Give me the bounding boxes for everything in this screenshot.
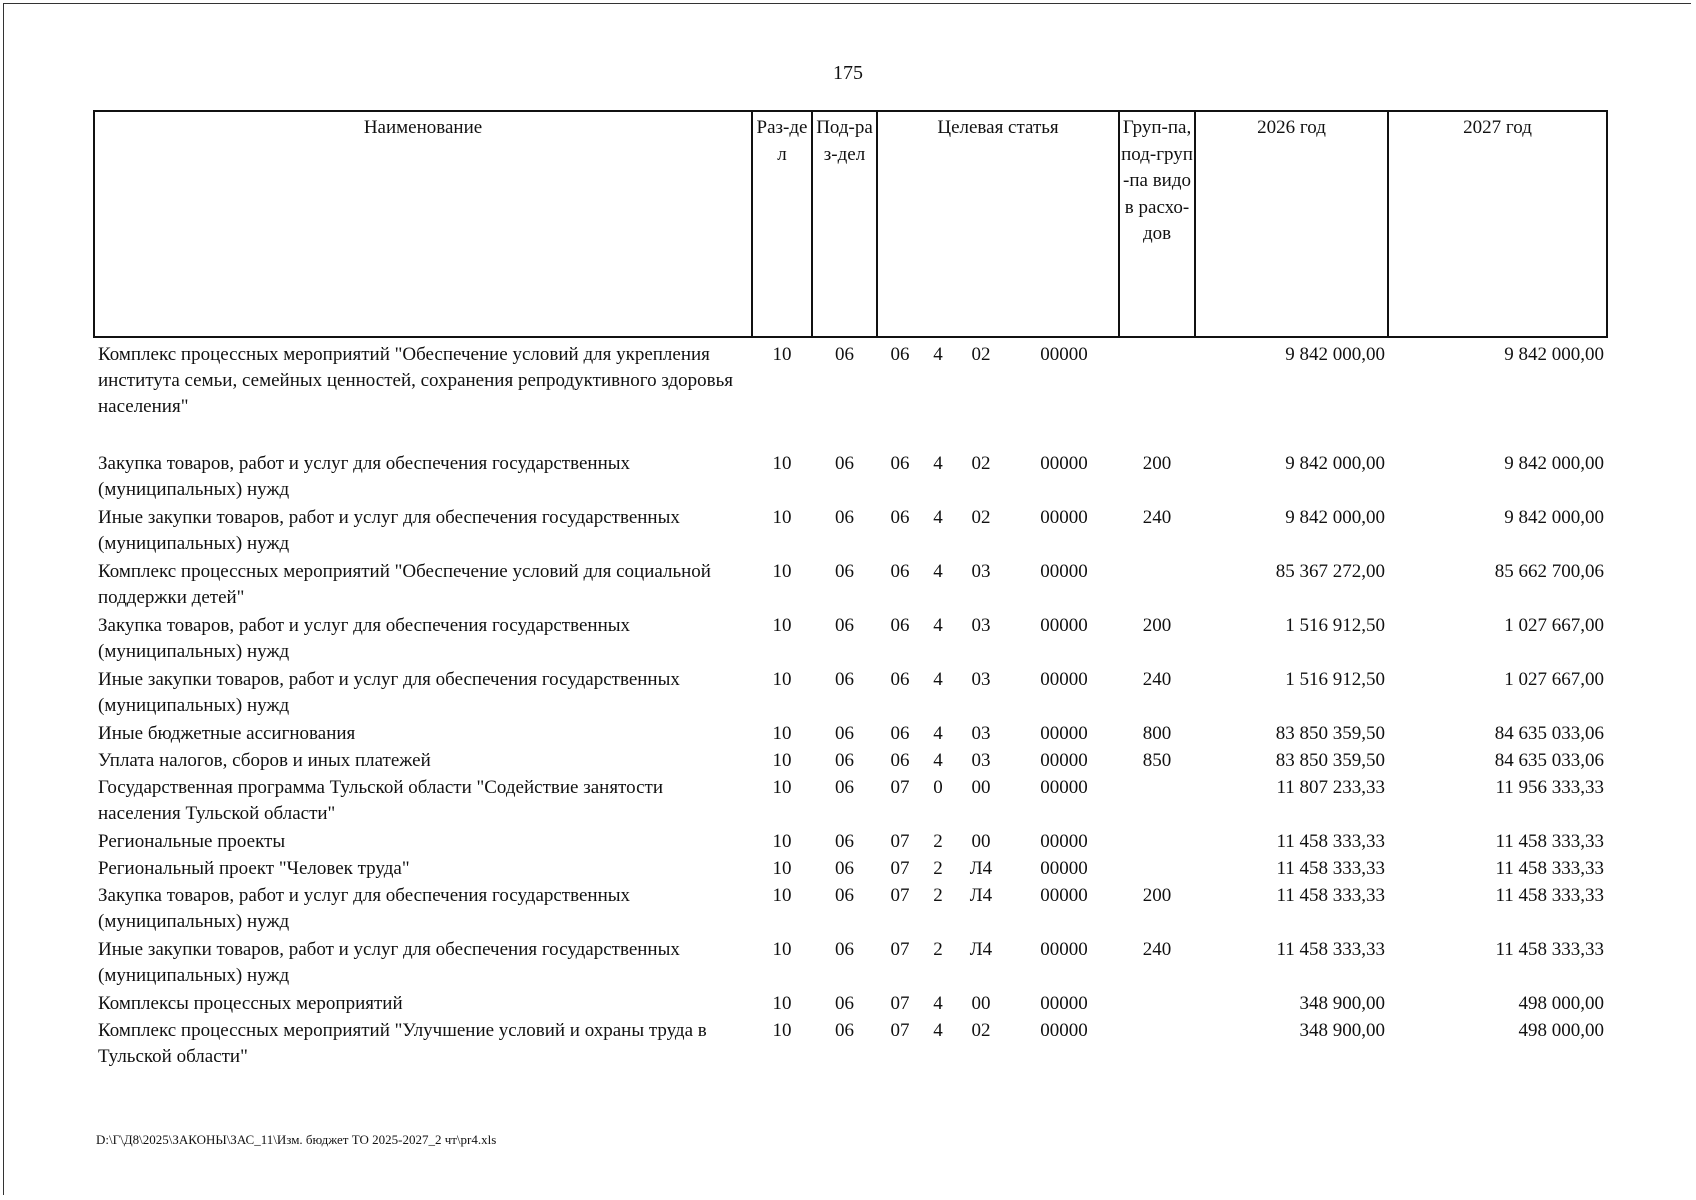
cell-amount-2027: 11 956 333,33 — [1495, 777, 1605, 798]
cell-amount-2026: 1 516 912,50 — [1285, 615, 1386, 636]
cell-name: Закупка товаров, работ и услуг для обеспечения государственных (муниципальных) нужд — [98, 453, 631, 500]
cell-razdel: 10 — [772, 939, 792, 960]
cell-amount-2026: 348 900,00 — [1299, 993, 1386, 1014]
cell-podrazdel: 06 — [835, 939, 854, 960]
cell-razdel: 10 — [772, 561, 792, 582]
footer-file-path: D:\Г\Д8\2025\ЗАКОНЫ\ЗАС_11\Изм. бюджет ТО 2025-2027_2 чт\pr4.xls — [96, 1132, 497, 1147]
cell-amount-2027: 1 027 667,00 — [1504, 669, 1605, 690]
cell-podrazdel: 06 — [835, 453, 854, 474]
table-row — [94, 1018, 1607, 1072]
cell-podrazdel: 06 — [835, 344, 854, 365]
cell-target-type: 4 — [933, 750, 943, 771]
cell-target-program: 06 — [890, 561, 910, 582]
cell-razdel: 10 — [772, 858, 792, 879]
cell-podrazdel: 06 — [835, 885, 854, 906]
cell-group: 200 — [1142, 453, 1172, 474]
cell-target-program: 07 — [890, 858, 910, 879]
cell-amount-2026: 1 516 912,50 — [1285, 669, 1386, 690]
cell-target-code: 00000 — [1040, 723, 1088, 744]
cell-target-program: 06 — [890, 615, 910, 636]
cell-amount-2026: 85 367 272,00 — [1275, 561, 1386, 582]
cell-target-direction: 02 — [971, 1020, 991, 1041]
cell-target-type: 4 — [933, 1020, 943, 1041]
cell-name: Государственная программа Тульской области "Содействие занятости населения Тульской области" — [98, 777, 663, 824]
cell-group: 800 — [1142, 723, 1172, 744]
cell-amount-2027: 11 458 333,33 — [1495, 858, 1605, 879]
cell-podrazdel: 06 — [835, 1020, 854, 1041]
cell-name: Иные закупки товаров, работ и услуг для обеспечения государственных (муниципальных) нужд — [98, 939, 680, 986]
cell-target-direction: 02 — [971, 344, 991, 365]
cell-razdel: 10 — [772, 750, 792, 771]
cell-podrazdel: 06 — [835, 858, 854, 879]
cell-razdel: 10 — [772, 615, 792, 636]
cell-group: 200 — [1142, 615, 1172, 636]
cell-target-program: 07 — [890, 1020, 910, 1041]
cell-target-program: 06 — [890, 723, 910, 744]
cell-group — [1119, 856, 1195, 883]
cell-target-code: 00000 — [1040, 858, 1088, 879]
cell-target-type: 4 — [933, 993, 943, 1014]
table-row — [94, 451, 1607, 505]
cell-razdel: 10 — [772, 993, 792, 1014]
cell-amount-2026: 11 458 333,33 — [1276, 831, 1386, 852]
cell-amount-2027: 9 842 000,00 — [1504, 507, 1605, 528]
cell-target-type: 2 — [933, 939, 943, 960]
cell-target-direction: 03 — [971, 561, 991, 582]
cell-amount-2026: 83 850 359,50 — [1275, 750, 1386, 771]
table-row — [94, 667, 1607, 721]
cell-podrazdel: 06 — [835, 993, 854, 1014]
header-name: Наименование — [94, 111, 752, 337]
cell-podrazdel: 06 — [835, 669, 854, 690]
cell-target-code: 00000 — [1040, 1020, 1088, 1041]
cell-target-type: 4 — [933, 615, 943, 636]
header-podrazdel: Под-раз-дел — [812, 111, 877, 337]
table-row — [94, 721, 1607, 748]
cell-name: Иные бюджетные ассигнования — [98, 723, 356, 744]
cell-target-type: 2 — [933, 885, 943, 906]
cell-target-program: 07 — [890, 939, 910, 960]
cell-amount-2026: 11 458 333,33 — [1276, 885, 1386, 906]
cell-target-type: 0 — [933, 777, 943, 798]
cell-target-program: 06 — [890, 750, 910, 771]
table-row — [94, 505, 1607, 559]
cell-target-type: 4 — [933, 723, 943, 744]
cell-target-code: 00000 — [1040, 750, 1088, 771]
cell-amount-2026: 9 842 000,00 — [1285, 344, 1386, 365]
cell-name: Иные закупки товаров, работ и услуг для обеспечения государственных (муниципальных) нужд — [98, 507, 680, 554]
cell-podrazdel: 06 — [835, 777, 854, 798]
cell-target-direction: 00 — [971, 777, 991, 798]
cell-target-program: 07 — [890, 885, 910, 906]
cell-razdel: 10 — [772, 723, 792, 744]
cell-name: Иные закупки товаров, работ и услуг для обеспечения государственных (муниципальных) нужд — [98, 669, 680, 716]
cell-podrazdel: 06 — [835, 750, 854, 771]
header-year-2027: 2027 год — [1388, 111, 1607, 337]
cell-group — [1119, 337, 1195, 451]
page-number: 175 — [833, 62, 863, 84]
cell-target-type: 2 — [933, 831, 943, 852]
cell-target-code: 00000 — [1040, 831, 1088, 852]
cell-group — [1119, 1018, 1195, 1072]
cell-target-direction: 02 — [971, 453, 991, 474]
cell-amount-2027: 11 458 333,33 — [1495, 831, 1605, 852]
table-row — [94, 559, 1607, 613]
table-row — [94, 613, 1607, 667]
cell-name: Комплексы процессных мероприятий — [98, 993, 403, 1014]
cell-amount-2026: 9 842 000,00 — [1285, 507, 1386, 528]
cell-name: Комплекс процессных мероприятий "Улучшение условий и охраны труда в Тульской области" — [98, 1020, 707, 1067]
cell-amount-2027: 84 635 033,06 — [1494, 723, 1605, 744]
cell-group: 240 — [1142, 939, 1172, 960]
cell-target-direction: Л4 — [969, 939, 993, 960]
table-row — [94, 991, 1607, 1018]
cell-target-code: 00000 — [1040, 507, 1088, 528]
cell-amount-2026: 11 458 333,33 — [1276, 939, 1386, 960]
cell-group: 850 — [1142, 750, 1172, 771]
cell-razdel: 10 — [772, 669, 792, 690]
cell-target-program: 06 — [890, 669, 910, 690]
cell-podrazdel: 06 — [835, 561, 854, 582]
cell-target-code: 00000 — [1040, 939, 1088, 960]
cell-group — [1119, 775, 1195, 829]
cell-amount-2026: 11 807 233,33 — [1276, 777, 1386, 798]
cell-target-type: 4 — [933, 344, 943, 365]
cell-podrazdel: 06 — [835, 831, 854, 852]
cell-target-program: 06 — [890, 453, 910, 474]
cell-target-code: 00000 — [1040, 561, 1088, 582]
cell-target-type: 4 — [933, 669, 943, 690]
cell-amount-2027: 84 635 033,06 — [1494, 750, 1605, 771]
cell-target-code: 00000 — [1040, 669, 1088, 690]
cell-amount-2027: 85 662 700,06 — [1494, 561, 1605, 582]
cell-razdel: 10 — [772, 507, 792, 528]
cell-group: 200 — [1142, 885, 1172, 906]
cell-target-type: 4 — [933, 453, 943, 474]
cell-name: Комплекс процессных мероприятий "Обеспечение условий для укрепления института семьи, семейных ценностей, сохранения репродуктивного здоровья населения" — [98, 344, 734, 417]
cell-target-direction: Л4 — [969, 885, 993, 906]
cell-target-code: 00000 — [1040, 615, 1088, 636]
cell-target-program: 07 — [890, 993, 910, 1014]
cell-amount-2026: 11 458 333,33 — [1276, 858, 1386, 879]
cell-razdel: 10 — [772, 885, 792, 906]
cell-name: Региональный проект "Человек труда" — [98, 858, 410, 879]
cell-group — [1119, 991, 1195, 1018]
cell-target-code: 00000 — [1040, 344, 1088, 365]
cell-name: Комплекс процессных мероприятий "Обеспечение условий для социальной поддержки детей" — [98, 561, 711, 608]
table-row — [94, 856, 1607, 883]
cell-target-direction: Л4 — [969, 858, 993, 879]
cell-group: 240 — [1142, 507, 1172, 528]
header-razdel: Раз-дел — [752, 111, 812, 337]
cell-amount-2026: 83 850 359,50 — [1275, 723, 1386, 744]
header-target: Целевая статья — [877, 111, 1119, 337]
cell-target-code: 00000 — [1040, 453, 1088, 474]
cell-target-type: 4 — [933, 507, 943, 528]
cell-target-direction: 00 — [971, 831, 991, 852]
cell-name: Региональные проекты — [98, 831, 286, 852]
header-group: Груп-па, под-груп-па видов расхо-дов — [1119, 111, 1195, 337]
table-header — [94, 111, 1607, 337]
cell-amount-2027: 1 027 667,00 — [1504, 615, 1605, 636]
cell-target-direction: 03 — [971, 750, 991, 771]
cell-razdel: 10 — [772, 831, 792, 852]
table-body — [94, 337, 1607, 1072]
cell-target-program: 07 — [890, 831, 910, 852]
cell-podrazdel: 06 — [835, 723, 854, 744]
table-row — [94, 775, 1607, 829]
cell-amount-2027: 498 000,00 — [1518, 993, 1605, 1014]
cell-name: Закупка товаров, работ и услуг для обеспечения государственных (муниципальных) нужд — [98, 615, 631, 662]
table-row — [94, 337, 1607, 451]
budget-table — [93, 110, 1608, 1072]
cell-amount-2027: 9 842 000,00 — [1504, 344, 1605, 365]
cell-razdel: 10 — [772, 1020, 792, 1041]
cell-target-program: 06 — [890, 344, 910, 365]
cell-podrazdel: 06 — [835, 507, 854, 528]
cell-target-type: 4 — [933, 561, 943, 582]
header-year-2026: 2026 год — [1195, 111, 1388, 337]
cell-razdel: 10 — [772, 777, 792, 798]
cell-amount-2027: 498 000,00 — [1518, 1020, 1605, 1041]
cell-group — [1119, 559, 1195, 613]
table-row — [94, 829, 1607, 856]
cell-group: 240 — [1142, 669, 1172, 690]
cell-group — [1119, 829, 1195, 856]
cell-podrazdel: 06 — [835, 615, 854, 636]
cell-amount-2027: 11 458 333,33 — [1495, 939, 1605, 960]
cell-target-direction: 02 — [971, 507, 991, 528]
cell-amount-2027: 9 842 000,00 — [1504, 453, 1605, 474]
cell-target-direction: 03 — [971, 615, 991, 636]
cell-razdel: 10 — [772, 453, 792, 474]
cell-amount-2026: 348 900,00 — [1299, 1020, 1386, 1041]
cell-target-program: 06 — [890, 507, 910, 528]
cell-amount-2026: 9 842 000,00 — [1285, 453, 1386, 474]
cell-name: Закупка товаров, работ и услуг для обеспечения государственных (муниципальных) нужд — [98, 885, 631, 932]
cell-target-direction: 03 — [971, 669, 991, 690]
cell-target-code: 00000 — [1040, 993, 1088, 1014]
table-row — [94, 883, 1607, 937]
table-row — [94, 748, 1607, 775]
cell-target-type: 2 — [933, 858, 943, 879]
table-row — [94, 937, 1607, 991]
cell-razdel: 10 — [772, 344, 792, 365]
cell-target-code: 00000 — [1040, 777, 1088, 798]
cell-target-direction: 03 — [971, 723, 991, 744]
cell-amount-2027: 11 458 333,33 — [1495, 885, 1605, 906]
cell-target-code: 00000 — [1040, 885, 1088, 906]
cell-target-program: 07 — [890, 777, 910, 798]
cell-name: Уплата налогов, сборов и иных платежей — [98, 750, 431, 771]
cell-target-direction: 00 — [971, 993, 991, 1014]
